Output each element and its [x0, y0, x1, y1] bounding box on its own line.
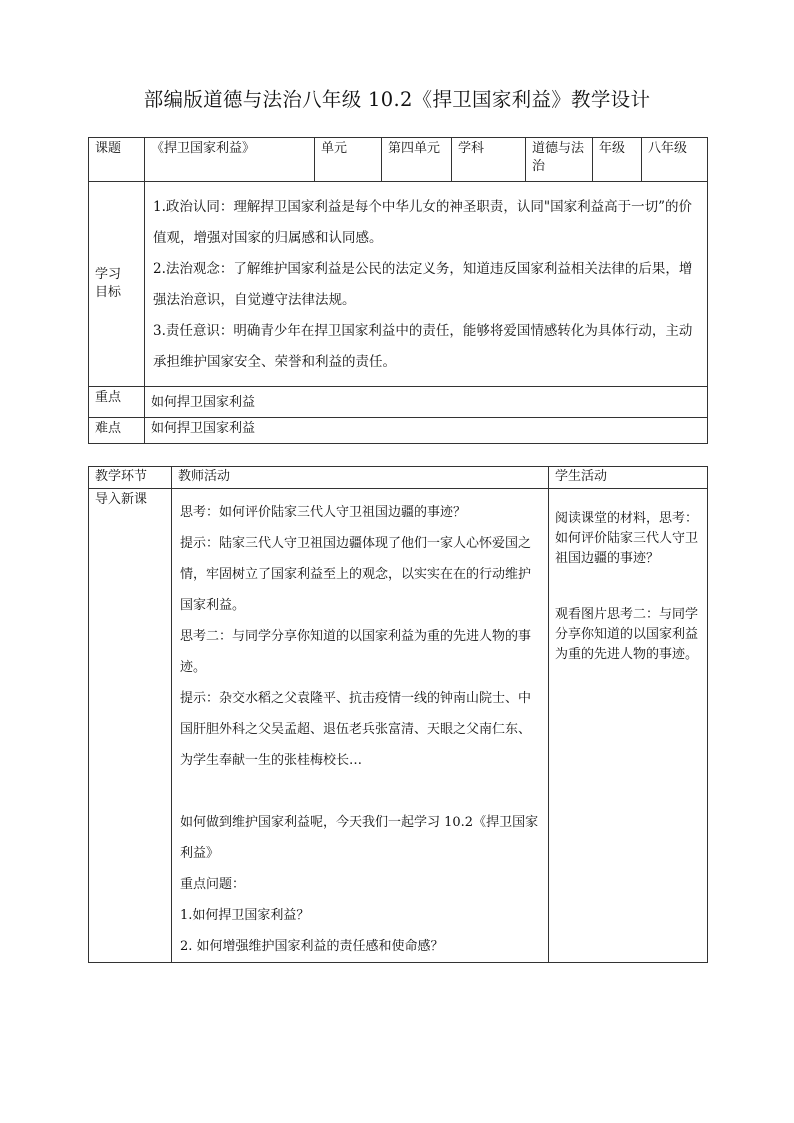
- key-point-row: [89, 387, 708, 418]
- teacher-activity: [172, 489, 548, 962]
- document-title: 部编版道德与法治八年级 10.2《捍卫国家利益》教学设计: [143, 88, 651, 111]
- student-line-2: 观看图片思考二：与同学分享你知道的以国家利益为重的先进人物的事迹。: [555, 607, 699, 662]
- objective-1: 1.政治认同：理解捍卫国家利益是每个中华儿女的神圣职责，认同"国家利益高于一切”的价值观，增强对国家的归属感和认同感。: [153, 199, 692, 246]
- topic-label: 课题: [95, 141, 122, 156]
- subject-label: 学科: [458, 141, 485, 156]
- teacher-line-3: 思考二：与同学分享你知道的以国家利益为重的先进人物的事迹。: [180, 629, 532, 675]
- teacher-line-9: 2. 如何增强维护国家利益的责任感和使命感？: [180, 939, 444, 954]
- teacher-line-2: 提示：陆家三代人守卫祖国边疆体现了他们一家人心怀爱国之情，牢固树立了国家利益至上的观念，以实实在在的行动维护国家利益。: [180, 536, 532, 613]
- header-stage: 教学环节: [95, 469, 148, 484]
- stage-intro: 导入新课: [95, 492, 148, 507]
- key-label: 重点: [95, 390, 122, 405]
- unit-value: 第四单元: [388, 141, 441, 156]
- teaching-process-table: [88, 466, 708, 963]
- grade-label: 年级: [599, 141, 626, 156]
- objectives-label: 学习目标: [95, 267, 122, 300]
- intro-row: [89, 489, 708, 963]
- lesson-info-table: [88, 137, 708, 444]
- objective-2: 2.法治观念：了解维护国家利益是公民的法定义务，知道违反国家利益相关法律的后果，增强法治意识，自觉遵守法律法规。: [153, 261, 693, 308]
- teacher-line-1: 思考：如何评价陆家三代人守卫祖国边疆的事迹？: [180, 505, 467, 520]
- objectives-row: [89, 182, 708, 387]
- teacher-line-7: 重点问题：: [180, 877, 246, 892]
- teacher-line-6: 如何做到维护国家利益呢，今天我们一起学习 10.2《捍卫国家利益》: [180, 815, 539, 861]
- topic-value: 《捍卫国家利益》: [151, 141, 256, 156]
- teacher-line-4: 提示：杂交水稻之父袁隆平、抗击疫情一线的钟南山院士、中国肝胆外科之父吴孟超、退伍老兵张富清、天眼之父南仁东、为学生奉献一生的张桂梅校长…: [180, 691, 532, 768]
- subject-value: 道德与法治: [532, 141, 585, 174]
- difficulty-row: [89, 418, 708, 444]
- teacher-line-8: 1.如何捍卫国家利益？: [180, 908, 310, 923]
- student-activity: [549, 489, 707, 665]
- student-line-1: 阅读课堂的材料，思考：如何评价陆家三代人守卫祖国边疆的事迹？: [555, 511, 699, 566]
- objectives-list: [145, 182, 707, 378]
- teacher-blank-line: [180, 776, 542, 807]
- header-student: 学生活动: [555, 469, 608, 484]
- unit-label: 单元: [321, 141, 348, 156]
- process-header-row: [89, 467, 708, 489]
- header-teacher: 教师活动: [178, 469, 231, 484]
- grade-value: 八年级: [648, 141, 688, 156]
- key-value: 如何捍卫国家利益: [151, 395, 256, 410]
- info-row: [89, 138, 708, 182]
- difficulty-value: 如何捍卫国家利益: [151, 421, 256, 436]
- objective-3: 3.责任意识：明确青少年在捍卫国家利益中的责任，能够将爱国情感转化为具体行动，主动承担维护国家安全、荣誉和利益的责任。: [153, 323, 693, 370]
- difficulty-label: 难点: [95, 421, 122, 436]
